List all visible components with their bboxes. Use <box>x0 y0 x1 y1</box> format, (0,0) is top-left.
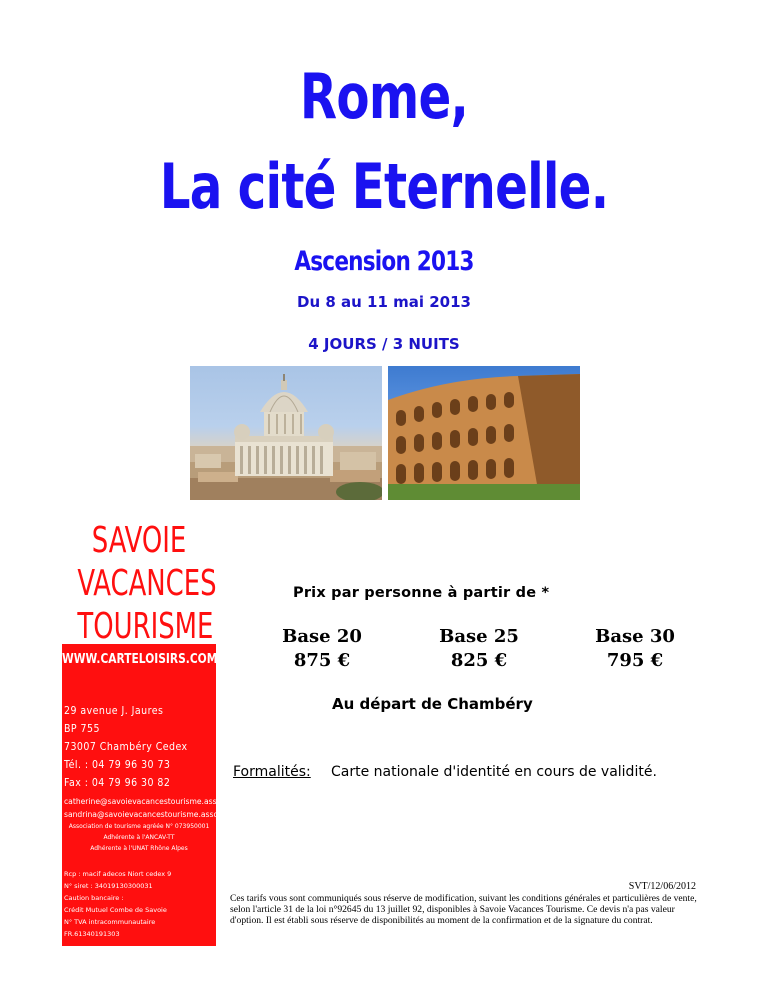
bank-guarantee-label: Caution bancaire : <box>64 894 124 902</box>
document-reference: SVT/12/06/2012 <box>628 881 696 892</box>
terms-notice: Ces tarifs vous sont communiqués sous réserve de modification, suivant les conditions générales et particulières de vente, selon l'article 31 de la loi n°92645 du 13 juillet 92, disponibles à Savoie Vacances Tourisme. Ce devis n'a pas valeur d'option. Il est établi sous réserve de disponibilités au moment de la confirmation et de la signature du contrat. <box>230 893 697 926</box>
colosseum-photo <box>388 366 580 500</box>
email-catherine[interactable]: catherine@savoievacancestourisme.asso.fr <box>64 797 230 806</box>
base-20-price: 875 € <box>293 650 351 671</box>
email-sandrina[interactable]: sandrina@savoievacancestourisme.asso.fr <box>64 810 227 819</box>
base-25-label: Base 25 <box>439 626 519 647</box>
siret-number: N° siret : 34019130300031 <box>64 882 153 890</box>
brand-line-2: VACANCES <box>77 563 217 604</box>
travel-dates: Du 8 au 11 mai 2013 <box>297 293 471 311</box>
trip-duration: 4 JOURS / 3 NUITS <box>308 335 460 353</box>
membership-unat: Adhérente à l'UNAT Rhône Alpes <box>90 845 188 852</box>
fax-number: Fax : 04 79 96 30 82 <box>64 777 171 789</box>
base-25-price: 825 € <box>450 650 508 671</box>
base-30-label: Base 30 <box>595 626 675 647</box>
formalities-label: Formalités: <box>233 764 311 780</box>
address-line-2: BP 755 <box>64 723 100 735</box>
price-heading: Prix par personne à partir de * <box>293 585 550 601</box>
address-line-1: 29 avenue J. Jaures <box>64 705 164 717</box>
agency-website-link[interactable]: WWW.CARTELOISIRS.COM <box>62 652 218 667</box>
bank-name: Crédit Mutuel Combe de Savoie <box>64 906 167 914</box>
agency-agreement: Association de tourisme agréée N° 073950001 <box>68 823 210 830</box>
formalities-text: Carte nationale d'identité en cours de validité. <box>331 764 657 780</box>
base-20-label: Base 20 <box>282 626 362 647</box>
base-30-price: 795 € <box>606 650 664 671</box>
insurance-rcp: Rcp : macif adecos Niort cedex 9 <box>64 870 172 878</box>
event-title: Ascension 2013 <box>294 246 474 277</box>
departure-city: Au départ de Chambéry <box>332 695 533 713</box>
brand-line-3: TOURISME <box>77 606 214 647</box>
vat-label: N° TVA intracommunautaire <box>64 918 156 926</box>
title-line-2: La cité Eternelle. <box>159 150 609 223</box>
vat-number: FR.61340191303 <box>64 930 120 938</box>
address-line-3: 73007 Chambéry Cedex <box>64 741 188 753</box>
phone-number: Tél. : 04 79 96 30 73 <box>64 759 171 771</box>
title-line-1: Rome, <box>299 60 469 133</box>
membership-ancav: Adhérente à l'ANCAV-TT <box>103 834 175 841</box>
colosseum-illustration <box>388 366 580 500</box>
st-peters-illustration <box>190 366 382 500</box>
brand-line-1: SAVOIE <box>91 520 187 561</box>
st-peters-basilica-photo <box>190 366 382 500</box>
